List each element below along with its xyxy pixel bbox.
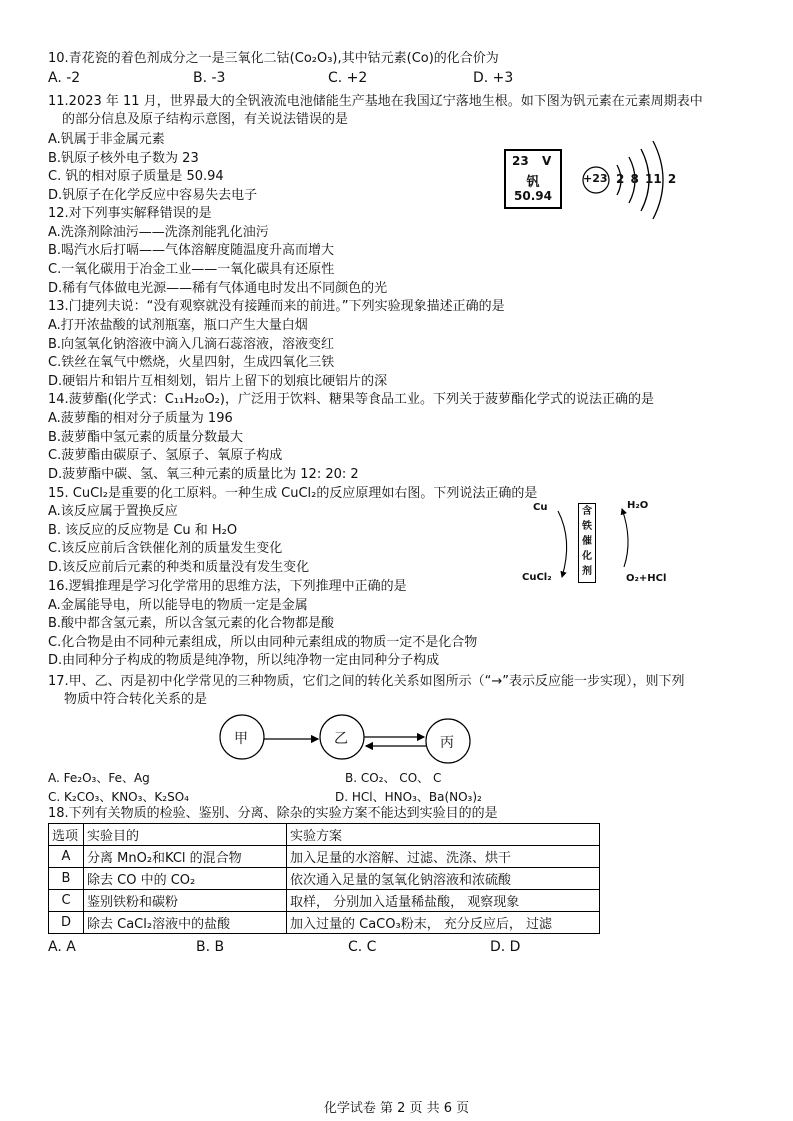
cell-purpose: 除去 CO 中的 CO₂ [84,868,287,890]
q16-option-b: B.酸中都含氢元素，所以含氢元素的化合物都是酸 [48,616,335,631]
nucleus-charge: +23 [583,172,608,185]
q16-stem: 16.逻辑推理是学习化学常用的思维方法，下列推理中正确的是 [48,579,407,594]
node-bing: 丙 [440,735,454,751]
element-name: 钒 [526,175,540,190]
q15-option-b: B. 该反应的反应物是 Cu 和 H₂O [48,523,238,538]
q10-stem: 10.青花瓷的着色剂成分之一是三氧化二钴(Co₂O₃),其中钴元素(Co)的化合价为 [48,51,499,66]
q17-stem-line1: 17.甲、乙、丙是初中化学常见的三种物质，它们之间的转化关系如图所示（“→”表示反应能一步实现），则下列 [48,674,685,689]
node-jia: 甲 [234,731,248,747]
q12-option-c: C.一氧化碳用于冶金工业——一氧化碳具有还原性 [48,262,335,277]
q18-options [48,939,520,955]
q14-stem: 14.菠萝酯(化学式：C₁₁H₂₀O₂)，广泛用于饮料、糖果等食品工业。下列关于菠萝酯化学式的说法正确的是 [48,392,654,407]
label-cucl2: CuCl₂ [522,572,552,583]
page-footer: 化学试卷 第 2 页 共 6 页 [323,1101,470,1116]
q17-option-a: A. Fe₂O₃、Fe、Ag [48,771,150,785]
cell-option: A [49,846,84,868]
q17-stem-line2: 物质中符合转化关系的是 [64,692,208,707]
cu-to-cucl2-arc [558,511,567,577]
table-row [49,846,600,868]
cell-option: D [49,912,84,934]
q16-option-a: A.金属能导电，所以能导电的物质一定是金属 [48,598,308,613]
q15-option-a: A.该反应属于置换反应 [48,504,178,519]
q16-option-d: D.由同种分子构成的物质是纯净物，所以纯净物一定由同种分子构成 [48,653,440,668]
table-header-row [49,824,600,846]
q15-option-d: D.该反应前后元素的种类和质量没有发生变化 [48,560,310,575]
cell-plan: 加入过量的 CaCO₃粉末， 充分反应后， 过滤 [287,912,600,934]
option-c: C. +2 [328,70,368,86]
option-a: A. A [48,939,76,955]
o2hcl-to-h2o-arc [622,509,628,567]
label-h2o: H₂O [627,500,649,511]
q11-stem-line1: 11.2023 年 11 月，世界最大的全钒液流电池储能生产基地在我国辽宁落地生根。如下图为钒元素在元素周期表中 [48,94,703,109]
table-row [49,890,600,912]
q16-option-c: C.化合物是由不同种元素组成，所以由同种元素组成的物质一定不是化合物 [48,635,478,650]
q11-option-d: D.钒原子在化学反应中容易失去电子 [48,188,258,203]
q10-options [48,70,513,86]
q13-option-d: D.硬铝片和铝片互相刻划，铝片上留下的划痕比硬铝片的深 [48,374,388,389]
atom-structure-diagram [575,133,685,223]
q14-option-a: A.菠萝酯的相对分子质量为 196 [48,411,233,426]
cell-purpose: 除去 CaCl₂溶液中的盐酸 [84,912,287,934]
reaction-diagram [522,495,678,590]
catalyst-char: 催 [582,536,592,547]
element-symbol: V [542,154,552,168]
catalyst-char: 化 [582,551,592,562]
q13-option-a: A.打开浓盐酸的试剂瓶塞，瓶口产生大量白烟 [48,318,308,333]
cell-plan: 取样， 分别加入适量稀盐酸， 观察现象 [287,890,600,912]
option-d: D. +3 [473,70,514,86]
cell-purpose: 鉴别铁粉和碳粉 [84,890,287,912]
q15-stem: 15. CuCl₂是重要的化工原料。一种生成 CuCl₂的反应原理如右图。下列说法正确的是 [48,486,538,501]
table-row [49,912,600,934]
option-b: B. B [196,939,225,955]
header-option: 选项 [49,824,84,846]
header-purpose: 实验目的 [84,824,287,846]
q14-option-b: B.菠萝酯中氢元素的质量分数最大 [48,430,244,445]
q12-option-a: A.洗涤剂除油污——洗涤剂能乳化油污 [48,225,269,240]
cell-plan: 依次通入足量的氢氧化钠溶液和浓硫酸 [287,868,600,890]
q11-option-b: B.钒原子核外电子数为 23 [48,151,199,166]
cell-plan: 加入足量的水溶解、过滤、洗涤、烘干 [287,846,600,868]
element-mass: 50.94 [514,189,552,203]
q18-stem: 18.下列有关物质的检验、鉴别、分离、除杂的实验方案不能达到实验目的的是 [48,806,498,821]
catalyst-char: 剂 [582,566,592,577]
q17-option-b: B. CO₂、 CO、 C [345,771,442,785]
element-card [504,149,562,209]
table-row [49,868,600,890]
element-number: 23 [512,154,529,168]
option-c: C. C [348,939,377,955]
q17-option-d: D. HCl、HNO₃、Ba(NO₃)₂ [335,790,482,804]
q14-option-d: D.菠萝酯中碳、氢、氧三种元素的质量比为 12: 20: 2 [48,467,359,482]
q11-option-c: C. 钒的相对原子质量是 50.94 [48,169,224,184]
cell-option: C [49,890,84,912]
q17-option-c: C. K₂CO₃、KNO₃、K₂SO₄ [48,790,189,804]
option-d: D. D [490,939,521,955]
q12-stem: 12.对下列事实解释错误的是 [48,206,212,221]
q11-option-a: A.钒属于非金属元素 [48,132,165,147]
q12-option-b: B.喝汽水后打嗝——气体溶解度随温度升高而增大 [48,243,335,258]
experiment-table [48,823,600,934]
cell-option: B [49,868,84,890]
label-o2-hcl: O₂+HCl [626,573,667,584]
node-yi: 乙 [334,731,348,747]
q13-option-b: B.向氢氧化钠溶液中滴入几滴石蕊溶液，溶液变红 [48,337,335,352]
catalyst-box [578,503,596,583]
transformation-diagram [215,713,495,769]
option-b: B. -3 [193,70,226,86]
catalyst-char: 含 [582,506,592,517]
cell-purpose: 分离 MnO₂和KCl 的混合物 [84,846,287,868]
q15-option-c: C.该反应前后含铁催化剂的质量发生变化 [48,541,283,556]
q13-option-c: C.铁丝在氧气中燃烧，火星四射，生成四氧化三铁 [48,355,335,370]
catalyst-char: 铁 [582,521,592,532]
q11-stem-line2: 的部分信息及原子结构示意图，有关说法错误的是 [62,112,349,127]
shell-electrons: 2 8 11 2 [616,172,677,186]
q12-option-d: D.稀有气体做电光源——稀有气体通电时发出不同颜色的光 [48,281,388,296]
option-a: A. -2 [48,70,81,86]
q13-stem: 13.门捷列夫说：“没有观察就没有接踵而来的前进。”下列实验现象描述正确的是 [48,299,505,314]
label-cu: Cu [533,502,548,513]
q14-option-c: C.菠萝酯由碳原子、氢原子、氧原子构成 [48,448,283,463]
header-plan: 实验方案 [287,824,600,846]
